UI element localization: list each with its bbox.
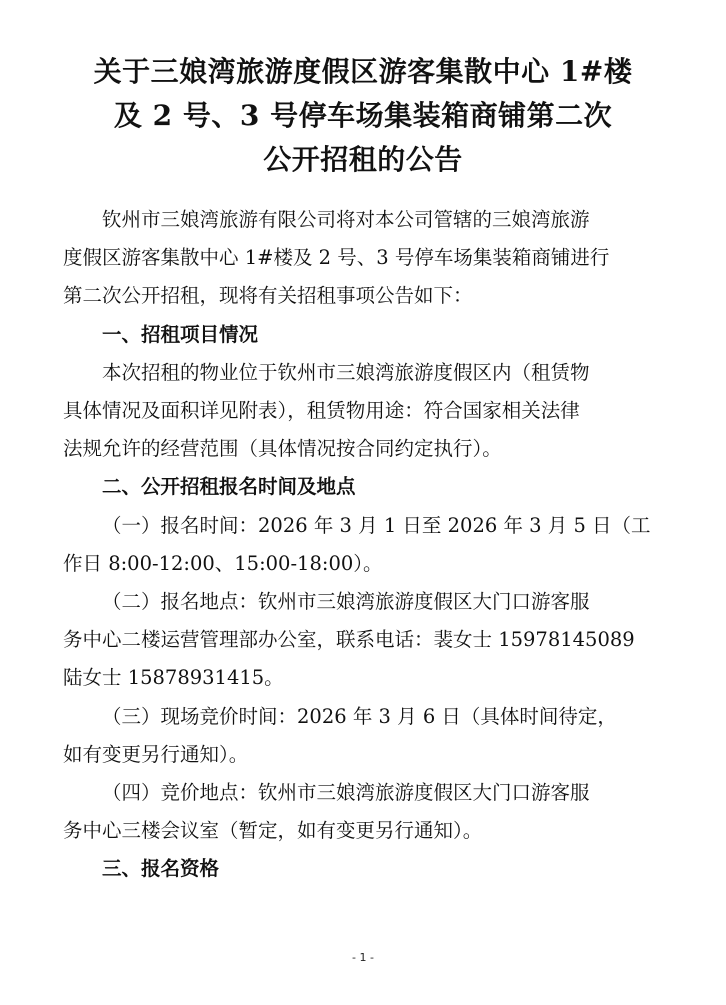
registration-time-item [63,507,663,583]
bidding-location-line-1: （四）竞价地点：钦州市三娘湾旅游度假区大门口游客服 [102,781,590,805]
section-3-heading: 三、报名资格 [102,857,220,881]
document-title [60,50,666,182]
bidding-time-line-2: 如有变更另行通知）。 [63,742,249,766]
section-1-heading: 一、招租项目情况 [102,322,259,346]
section-1-line-3: 法规允许的经营范围（具体情况按合同约定执行）。 [63,437,502,461]
intro-paragraph [63,201,663,316]
page-number: - 1 - [352,951,374,964]
registration-location-line-1: （二）报名地点：钦州市三娘湾旅游度假区大门口游客服 [102,590,590,614]
section-1-line-1: 本次招租的物业位于钦州市三娘湾旅游度假区内（租赁物 [102,360,590,384]
title-line-1: 关于三娘湾旅游度假区游客集散中心 1#楼 [93,55,633,88]
registration-location-line-3: 陆女士 15878931415。 [63,666,284,690]
document-body [63,201,663,889]
section-1-paragraph [63,354,663,469]
registration-location-line-2: 务中心二楼运营管理部办公室，联系电话：裴女士 15978145089 [63,628,635,652]
intro-line-3: 第二次公开招租，现将有关招租事项公告如下： [63,284,473,308]
registration-time-line-2: 作日 8:00-12:00、15:00-18:00）。 [63,551,383,575]
section-2-heading: 二、公开招租报名时间及地点 [102,475,356,499]
title-line-3: 公开招租的公告 [263,143,463,176]
registration-time-line-1: （一）报名时间：2026 年 3 月 1 日至 2026 年 3 月 5 日（工 [102,513,651,537]
bidding-time-item [63,698,663,774]
bidding-location-item [63,774,663,850]
bidding-time-line-1: （三）现场竞价时间：2026 年 3 月 6 日（具体时间待定， [102,704,617,728]
registration-location-item [63,583,663,698]
section-1-line-2: 具体情况及面积详见附表），租赁物用途：符合国家相关法律 [63,399,580,423]
intro-line-1: 钦州市三娘湾旅游有限公司将对本公司管辖的三娘湾旅游 [102,208,590,231]
bidding-location-line-2: 务中心三楼会议室（暂定，如有变更另行通知）。 [63,819,483,843]
intro-line-2: 度假区游客集散中心 1#楼及 2 号、3 号停车场集装箱商铺进行 [63,246,610,270]
title-line-2: 及 2 号、3 号停车场集装箱商铺第二次 [113,99,613,132]
